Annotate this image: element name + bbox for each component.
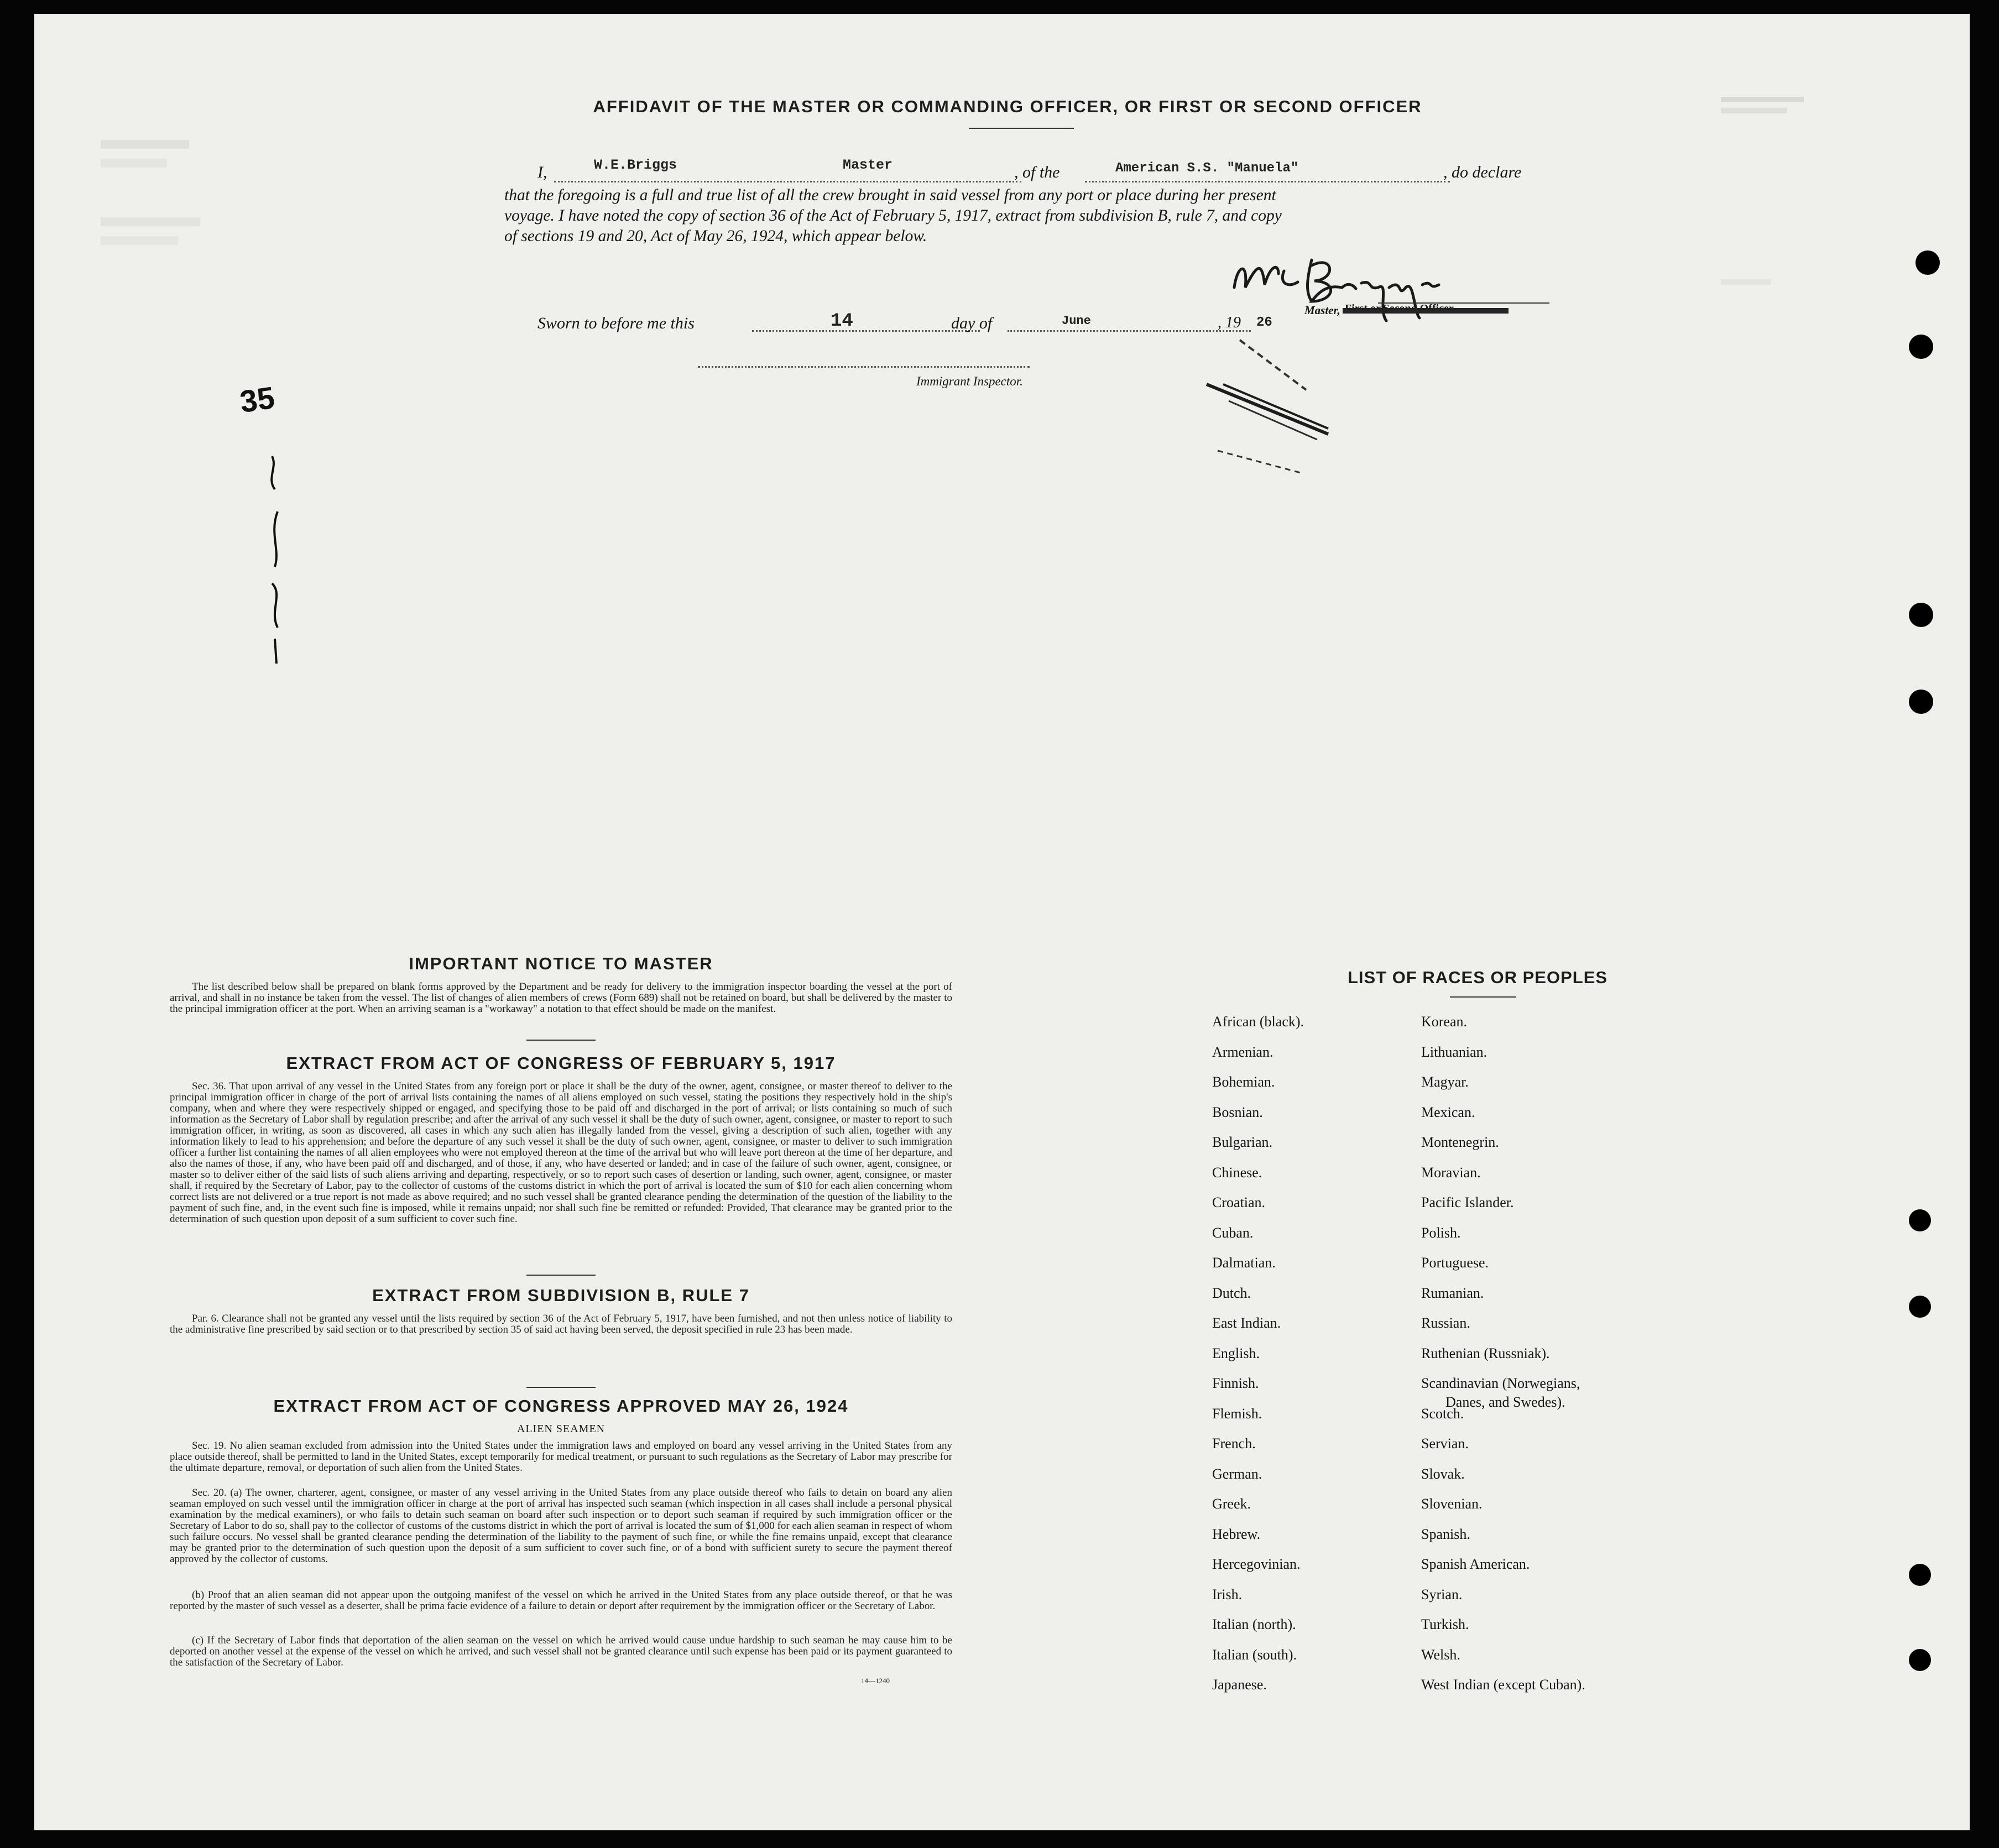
race-list-item: Russian. [1421, 1315, 1470, 1331]
race-list-item: German. [1212, 1465, 1262, 1482]
race-list-item: Italian (south). [1212, 1646, 1297, 1663]
race-list-item: Hebrew. [1212, 1526, 1261, 1542]
race-list-item: Dalmatian. [1212, 1255, 1276, 1271]
race-list-item: Mexican. [1421, 1104, 1475, 1120]
affidavit-title: AFFIDAVIT OF THE MASTER OR COMMANDING OFFICER, OR FIRST OR SECOND OFFICER [593, 97, 1422, 116]
race-list-item: Finnish. [1212, 1375, 1259, 1391]
extract-rule7-text: Par. 6. Clearance shall not be granted any vessel until the lists required by section 36 of the Act of February 5, 1917, have been furnished, and not then unless notice of liability to the administrative fine prescribed by said section or to that prescribed by section 35 of said act having been served, the deposit specified in rule 23 has been made. [170, 1313, 952, 1335]
of-the-label: , of the [1014, 163, 1060, 181]
race-list-item: Polish. [1421, 1224, 1461, 1241]
race-list-item: Syrian. [1421, 1586, 1463, 1602]
race-list-item: Scandinavian (Norwegians, [1421, 1375, 1580, 1391]
do-declare-label: , do declare [1443, 163, 1522, 181]
race-list-item: Lithuanian. [1421, 1043, 1487, 1060]
faint-bleed-through-right [1721, 91, 1831, 290]
race-list-item: Cuban. [1212, 1224, 1254, 1241]
sec20c-text: (c) If the Secretary of Labor finds that deportation of the alien seaman on the vessel on which he arrived would cause undue hardship to such seaman he may cause him to be deported on another vessel at the expense of the vessel on which he arrived, and such vessel shall not be granted clearance until such expense has been paid or its payment guaranteed to the satisfaction of the Secretary of Labor. [170, 1635, 952, 1668]
race-list-item: Korean. [1421, 1014, 1468, 1030]
sworn-label: Sworn to before me this [537, 314, 695, 332]
punch-hole [1909, 1296, 1931, 1318]
race-list-item: Moravian. [1421, 1164, 1481, 1181]
extract-rule7-title: EXTRACT FROM SUBDIVISION B, RULE 7 [372, 1286, 750, 1305]
sec19-text: Sec. 19. No alien seaman excluded from admission into the United States under the immigration laws and employed on board any vessel arriving in the United States from any place outside thereof, shall be permitted to land in the United States, except temporarily for medical treatment, or pursuant to such regulations as the Secretary of Labor may prescribe for the ultimate departure, removal, or deportation of such alien from the United States. [170, 1440, 952, 1474]
race-list-item: Chinese. [1212, 1164, 1262, 1181]
extract-1917-text: Sec. 36. That upon arrival of any vessel in the United States from any foreign port or place it shall be the duty of the owner, agent, consignee, or master thereof to deliver to the principal immigration officer in charge of the port of arrival lists containing the names of all aliens employed on such vessel, stating the positions they respectively hold in the ship's company, when and where they were respectively shipped or engaged, and specifying those to be paid off and discharged in the port of arrival; or lists containing so much of such information as the Secretary of Labor shall by regulation prescribe; and after the arrival of any such vessel it shall be the duty of such owner, agent, consignee, or master to report to such immigration officer, in writing, as soon as discovered, all cases in which any such alien has illegally landed from the vessel, giving a description of such alien, together with any information likely to lead to his apprehension; and before the departure of any such vessel it shall be the duty of such owner, agent, consignee, or master to deliver to such immigration officer a further list containing the names of all alien employees who were not employed thereon at the time of the arrival but who will leave port thereon at the time of her departure, and also the names of those, if any, who have been paid off and discharged, and of those, if any, who have deserted or landed; and in case of the failure of such owner, agent, consignee, or master so to deliver either of the said lists of such aliens arriving and departing, respectively, or so to report such cases of desertion or landing, such owner, agent, consignee, or master shall, if required by the Secretary of Labor, pay to the collector of customs of the customs district in which the port of arrival is located the sum of $10 for each alien concerning whom correct lists are not delivered or a true report is not made as above required; and no such vessel shall be granted clearance pending the determination of the question of the liability to the payment of such fine, and, in the event such fine is imposed, while it remains unpaid; nor shall such fine be remitted or refunded: Provided, That clearance may be granted prior to the determination of such question upon deposit of a sum sufficient to cover such fine. [170, 1080, 952, 1225]
punch-hole [1909, 335, 1933, 359]
extract-rule7-divider [526, 1387, 596, 1388]
race-list-item: Magyar. [1421, 1074, 1469, 1090]
race-list-item: Slovenian. [1421, 1496, 1483, 1512]
race-list-item: Dutch. [1212, 1285, 1251, 1301]
race-list-item: Spanish. [1421, 1526, 1470, 1542]
master-signature [1223, 249, 1555, 332]
race-list-item: Hercegovinian. [1212, 1556, 1301, 1572]
extract-1924-title: EXTRACT FROM ACT OF CONGRESS APPROVED MAY 26, 1924 [273, 1396, 849, 1416]
race-list-item: Slovak. [1421, 1465, 1465, 1482]
strike-out-mark [1343, 308, 1509, 314]
extract-1917-title: EXTRACT FROM ACT OF CONGRESS OF FEBRUARY 5, 1917 [286, 1053, 836, 1073]
inspector-caption: Immigrant Inspector. [916, 374, 1023, 388]
races-title-underline [1450, 996, 1516, 998]
sec20a-text: Sec. 20. (a) The owner, charterer, agent, consignee, or master of any vessel arriving in the United States from any place outside thereof who fails to detain on board any alien seaman employed on such vessel until the immigration officer in charge at the port of arrival has inspected such seaman (which inspection in all cases shall include a personal physical examination by the medical examiners), or who fails to detain such seaman on board after such inspection or to deport such seaman if required by such immigration officer or the Secretary of Labor to do so, shall pay to the collector of customs of the customs district in which the port of arrival is located the sum of $1,000 for each alien seaman in respect of whom such failure occurs. No vessel shall be granted clearance pending the determination of the liability to the payment of such fine, or while the fine remains unpaid, except that clearance may be granted prior to the determination of such question upon the deposit of a sum sufficient to cover such fine, or of a bond with sufficient surety to secure the payment thereof approved by the collector of customs. [170, 1487, 952, 1565]
race-list-item: Servian. [1421, 1435, 1469, 1452]
race-list-item: Rumanian. [1421, 1285, 1484, 1301]
faint-bleed-through-left [101, 130, 267, 255]
race-list-item: African (black). [1212, 1014, 1304, 1030]
affidavit-body-line-3: of sections 19 and 20, Act of May 26, 1924, which appear below. [504, 227, 927, 245]
race-list-item: Pacific Islander. [1421, 1194, 1514, 1210]
sec20b-text: (b) Proof that an alien seaman did not appear upon the outgoing manifest of the vessel on which he arrived in the United States from any place outside thereof, or that he was reported by the master of such vessel as a deserter, shall be prima facie evidence of a failure to detain or deport after requirement by the immigration officer or the Secretary of Labor. [170, 1589, 952, 1612]
race-list-item: Armenian. [1212, 1043, 1273, 1060]
i-label: I, [537, 163, 547, 181]
race-list-item: Italian (north). [1212, 1616, 1296, 1632]
form-number: 14—1240 [861, 1677, 890, 1685]
notice-text: The list described below shall be prepared on blank forms approved by the Department and be ready for delivery to the immigration inspector boarding the vessel at the port of arrival, and shall in no instance be taken from the vessel. The list of changes of alien members of crews (Form 689) shall not be retained on board, but shall be delivered by the master to the principal immigration officer at the port. When an arriving seaman is a "workaway" a notation to that effect should be made on the manifest. [170, 981, 952, 1015]
vessel-blank-line [1085, 181, 1450, 182]
notice-title: IMPORTANT NOTICE TO MASTER [409, 954, 713, 973]
struck-officer-title [1345, 302, 1454, 315]
document-page [34, 14, 1970, 1830]
title-underline [969, 128, 1074, 129]
race-list-item: Japanese. [1212, 1677, 1267, 1693]
affidavit-body-line-1: that the foregoing is a full and true list of all the crew brought in said vessel from any port or place during her present [504, 186, 1276, 204]
margin-bracket-mark [261, 445, 294, 666]
sworn-day: 14 [831, 311, 853, 332]
race-list-item: Ruthenian (Russniak). [1421, 1345, 1550, 1361]
race-list-item: West Indian (except Cuban). [1421, 1677, 1585, 1693]
race-list-item: French. [1212, 1435, 1256, 1452]
race-list-item: English. [1212, 1345, 1260, 1361]
race-list-item: East Indian. [1212, 1315, 1281, 1331]
punch-hole [1909, 1649, 1931, 1671]
punch-hole [1909, 603, 1933, 627]
notice-divider [526, 1040, 596, 1041]
year-suffix: 26 [1256, 315, 1272, 330]
inspector-signature-line [698, 366, 1030, 368]
race-list-item: Flemish. [1212, 1405, 1262, 1422]
punch-hole [1909, 1209, 1931, 1231]
race-list-item: Portuguese. [1421, 1255, 1489, 1271]
officer-name: W.E.Briggs [594, 157, 677, 173]
affidavit-body [504, 185, 1544, 247]
race-list-item: Bosnian. [1212, 1104, 1263, 1120]
year-prefix: , 19 [1218, 314, 1241, 331]
extract-1917-divider [526, 1275, 596, 1276]
race-list-item: Croatian. [1212, 1194, 1266, 1210]
signature-caption: Master, [1304, 304, 1340, 317]
race-list-item: Greek. [1212, 1496, 1251, 1512]
race-list-item: Welsh. [1421, 1646, 1460, 1663]
race-list-item: Scotch. [1421, 1405, 1464, 1422]
inspector-scribble [1201, 323, 1367, 478]
race-list-item: Irish. [1212, 1586, 1243, 1602]
race-list-item: Montenegrin. [1421, 1134, 1499, 1150]
races-title: LIST OF RACES OR PEOPLES [1347, 968, 1608, 987]
affidavit-body-line-2: voyage. I have noted the copy of section 36 of the Act of February 5, 1917, extract from subdivision B, rule 7, and copy [504, 207, 1282, 225]
punch-hole [1909, 1564, 1931, 1586]
day-blank-line [752, 330, 980, 332]
vessel-name: American S.S. "Manuela" [1115, 161, 1299, 176]
name-blank-line [554, 181, 1021, 182]
margin-scrawl: 35 [237, 379, 277, 420]
day-of-label: day of [951, 314, 993, 332]
sworn-month: June [1062, 314, 1091, 328]
race-list-item: Turkish. [1421, 1616, 1469, 1632]
race-scandinavian-continued: Danes, and Swedes). [1445, 1394, 1565, 1410]
race-list-item: Bohemian. [1212, 1074, 1275, 1090]
alien-seamen-subtitle: ALIEN SEAMEN [516, 1423, 606, 1435]
officer-rank: Master [843, 157, 893, 173]
race-list-item: Bulgarian. [1212, 1134, 1273, 1150]
race-list-item: Spanish American. [1421, 1556, 1530, 1572]
punch-hole [1916, 250, 1940, 275]
punch-hole [1909, 690, 1933, 714]
